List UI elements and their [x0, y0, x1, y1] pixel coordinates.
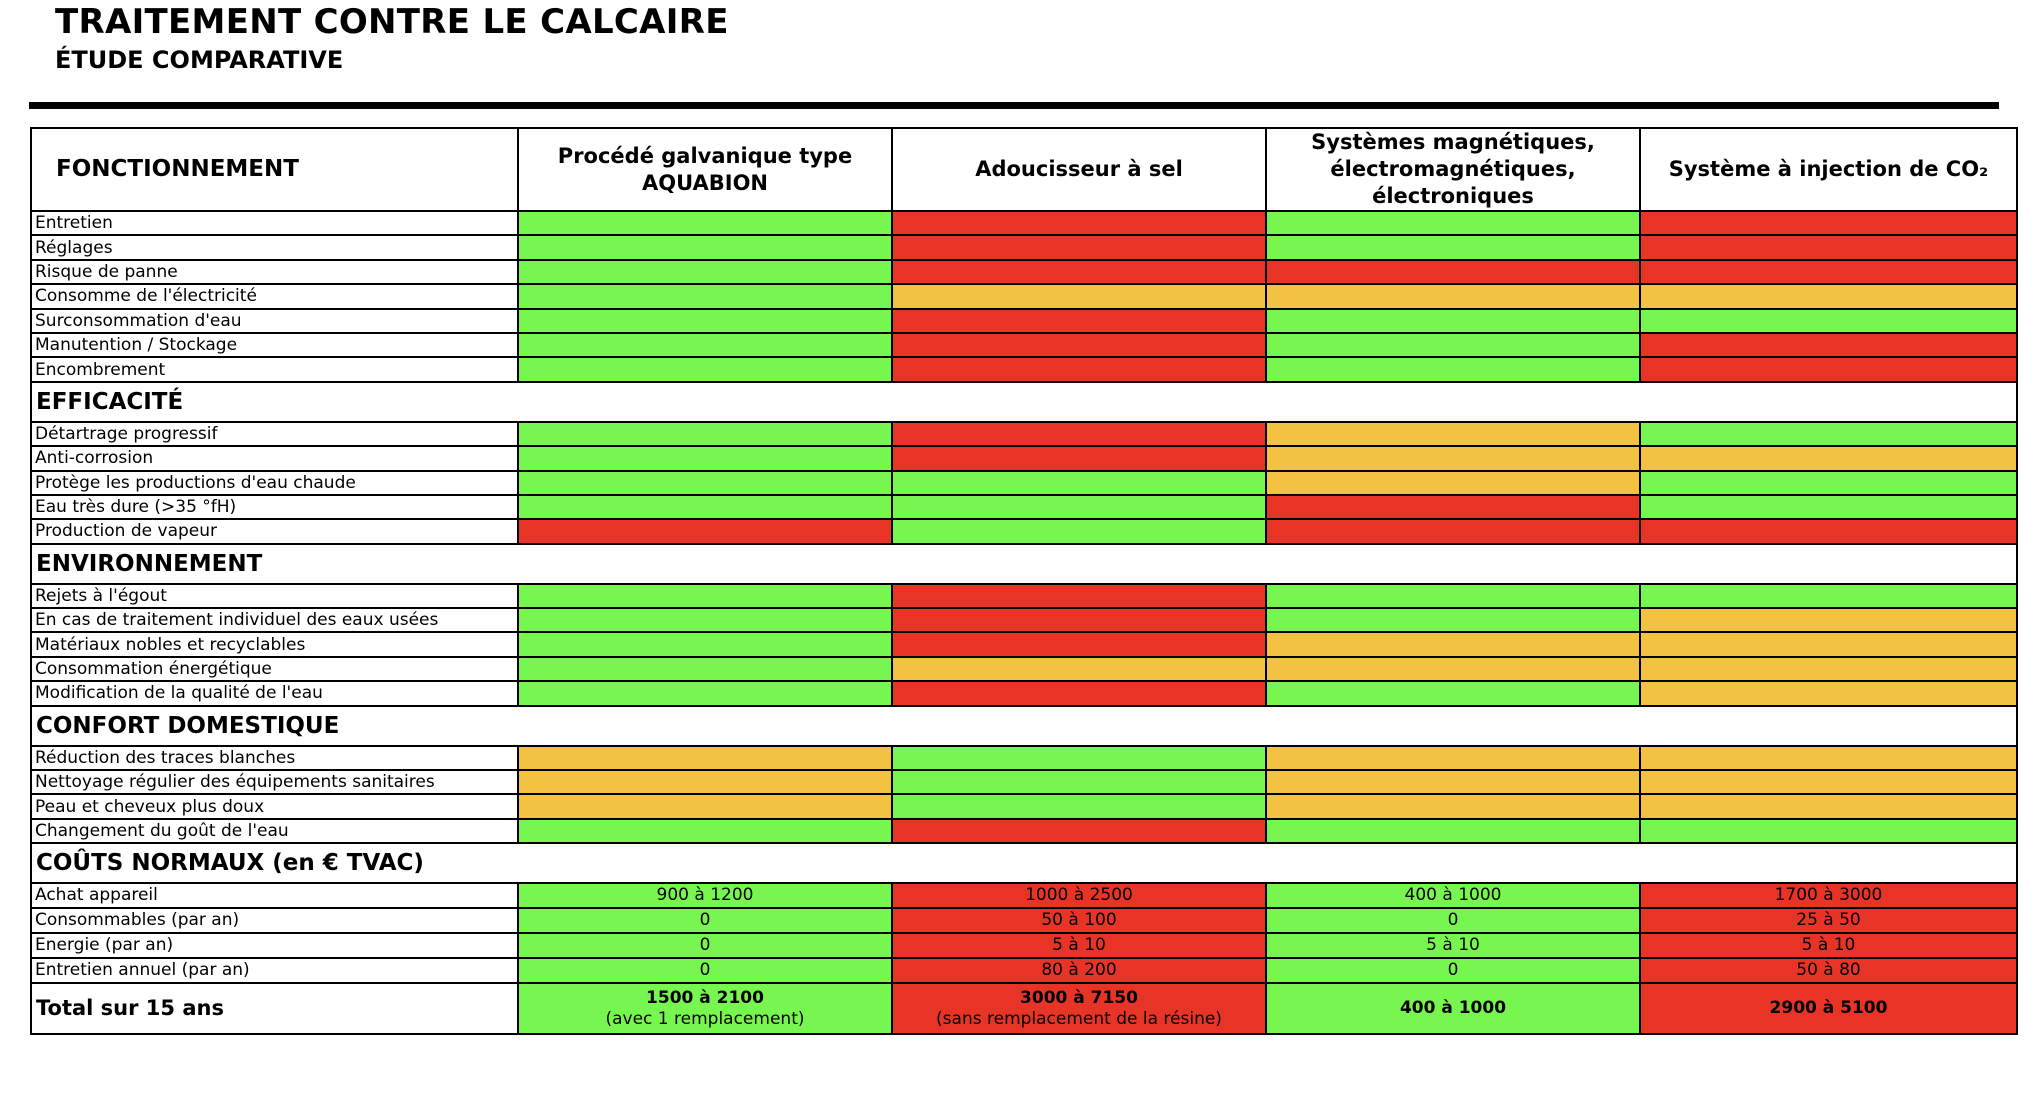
rating-cell-red: [1266, 260, 1640, 284]
rating-cell-orange: [1266, 746, 1640, 770]
rating-cell-green: [518, 357, 892, 381]
comparison-table: [30, 127, 2018, 1035]
rating-cell-green: [1266, 211, 1640, 235]
rating-cell-red: [1266, 495, 1640, 519]
table-row: [31, 746, 2017, 770]
rating-cell-orange: [1640, 446, 2017, 470]
rating-cell-green: [1266, 357, 1640, 381]
rating-cell-orange: [1640, 657, 2017, 681]
rating-cell-red: [1266, 519, 1640, 543]
page-title: TRAITEMENT CONTRE LE CALCAIRE: [55, 2, 729, 42]
couts-section-row: [31, 843, 2017, 883]
column-header-adoucisseur: Adoucisseur à sel: [892, 128, 1266, 211]
cost-cell: 50 à 100: [892, 908, 1266, 933]
rating-cell-green: [518, 446, 892, 470]
table-row: [31, 519, 2017, 543]
row-label: Changement du goût de l'eau: [31, 819, 518, 843]
table-row: [31, 446, 2017, 470]
rating-cell-orange: [1640, 770, 2017, 794]
rating-cell-orange: [518, 770, 892, 794]
environnement-section-row: [31, 544, 2017, 584]
rating-cell-green: [518, 657, 892, 681]
cost-cell: 0: [518, 908, 892, 933]
rating-cell-green: [1266, 309, 1640, 333]
rating-cell-red: [892, 819, 1266, 843]
rating-cell-red: [892, 211, 1266, 235]
table-row: [31, 333, 2017, 357]
table-row: [31, 471, 2017, 495]
table-row: [31, 235, 2017, 259]
rating-cell-red: [892, 333, 1266, 357]
cost-cell: 80 à 200: [892, 958, 1266, 983]
cost-cell: 25 à 50: [1640, 908, 2017, 933]
rating-cell-orange: [1266, 284, 1640, 308]
rating-cell-orange: [518, 746, 892, 770]
row-label: Peau et cheveux plus doux: [31, 794, 518, 818]
row-label: Consomme de l'électricité: [31, 284, 518, 308]
cost-row: [31, 883, 2017, 908]
rating-cell-green: [892, 471, 1266, 495]
rating-cell-green: [518, 260, 892, 284]
rating-cell-green: [518, 608, 892, 632]
rating-cell-red: [892, 309, 1266, 333]
confort-section-title: CONFORT DOMESTIQUE: [31, 706, 2017, 746]
efficacite-section-row: [31, 382, 2017, 422]
row-label: Eau très dure (>35 °fH): [31, 495, 518, 519]
table-row: [31, 422, 2017, 446]
rating-cell-green: [1640, 471, 2017, 495]
total-note: (sans remplacement de la résine): [936, 1008, 1222, 1029]
rating-cell-orange: [1266, 471, 1640, 495]
rating-cell-red: [892, 608, 1266, 632]
row-label: Entretien: [31, 211, 518, 235]
row-label: Anti-corrosion: [31, 446, 518, 470]
rating-cell-green: [518, 422, 892, 446]
rating-cell-green: [892, 746, 1266, 770]
rating-cell-orange: [1266, 794, 1640, 818]
table-row: [31, 584, 2017, 608]
rating-cell-red: [892, 632, 1266, 656]
rating-cell-red: [1640, 519, 2017, 543]
table-row: [31, 608, 2017, 632]
row-label: Réglages: [31, 235, 518, 259]
total-value: 2900 à 5100: [1769, 998, 1888, 1019]
total-value: 1500 à 2100: [646, 987, 764, 1008]
row-label: Matériaux nobles et recyclables: [31, 632, 518, 656]
rating-cell-green: [518, 211, 892, 235]
rating-cell-green: [518, 819, 892, 843]
rating-cell-orange: [1640, 681, 2017, 705]
rating-cell-red: [892, 357, 1266, 381]
rating-cell-orange: [518, 794, 892, 818]
row-label: Entretien annuel (par an): [31, 958, 518, 983]
total-note: (avec 1 remplacement): [605, 1008, 805, 1029]
table-row: [31, 794, 2017, 818]
rating-cell-orange: [1266, 770, 1640, 794]
rating-cell-orange: [1266, 657, 1640, 681]
rating-cell-green: [518, 333, 892, 357]
rating-cell-green: [518, 309, 892, 333]
row-label: En cas de traitement individuel des eaux usées: [31, 608, 518, 632]
rating-cell-red: [1640, 333, 2017, 357]
table-row: [31, 819, 2017, 843]
rating-cell-green: [518, 584, 892, 608]
row-label: Energie (par an): [31, 933, 518, 958]
rating-cell-orange: [1266, 446, 1640, 470]
table-header-row: [31, 128, 2017, 211]
environnement-section-title: ENVIRONNEMENT: [31, 544, 2017, 584]
row-label: Encombrement: [31, 357, 518, 381]
rating-cell-green: [1640, 495, 2017, 519]
efficacite-section-title: EFFICACITÉ: [31, 382, 2017, 422]
confort-section-row: [31, 706, 2017, 746]
table-row: [31, 681, 2017, 705]
rating-cell-green: [1266, 584, 1640, 608]
couts-section-title: COÛTS NORMAUX (en € TVAC): [31, 843, 2017, 883]
cost-row: [31, 958, 2017, 983]
cost-cell: 900 à 1200: [518, 883, 892, 908]
rating-cell-green: [892, 519, 1266, 543]
cost-cell: 0: [1266, 958, 1640, 983]
cost-cell: 5 à 10: [1640, 933, 2017, 958]
cost-row: [31, 933, 2017, 958]
total-row: [31, 983, 2017, 1034]
cost-cell: 5 à 10: [892, 933, 1266, 958]
cost-cell: 0: [1266, 908, 1640, 933]
rating-cell-green: [1640, 422, 2017, 446]
total-value: 400 à 1000: [1399, 998, 1507, 1019]
rating-cell-green: [1640, 819, 2017, 843]
column-header-fonctionnement: FONCTIONNEMENT: [31, 128, 518, 211]
column-header-aquabion: Procédé galvanique type AQUABION: [518, 128, 892, 211]
rating-cell-red: [1640, 357, 2017, 381]
rating-cell-orange: [1640, 746, 2017, 770]
rating-cell-red: [892, 235, 1266, 259]
rating-cell-orange: [892, 284, 1266, 308]
rating-cell-green: [518, 632, 892, 656]
cost-cell: 0: [518, 958, 892, 983]
row-label: Manutention / Stockage: [31, 333, 518, 357]
cost-cell: 1000 à 2500: [892, 883, 1266, 908]
cost-row: [31, 908, 2017, 933]
rating-cell-green: [892, 770, 1266, 794]
rating-cell-orange: [1266, 632, 1640, 656]
cost-cell: 5 à 10: [1266, 933, 1640, 958]
row-label: Consommables (par an): [31, 908, 518, 933]
rating-cell-green: [1640, 309, 2017, 333]
rating-cell-orange: [1640, 794, 2017, 818]
cost-cell: 50 à 80: [1640, 958, 2017, 983]
rating-cell-green: [1266, 681, 1640, 705]
rating-cell-red: [892, 681, 1266, 705]
rating-cell-green: [1266, 608, 1640, 632]
total-cell: [1640, 983, 2017, 1034]
page-subtitle: ÉTUDE COMPARATIVE: [55, 46, 344, 74]
cost-cell: 0: [518, 933, 892, 958]
rating-cell-red: [892, 446, 1266, 470]
header-divider: [29, 102, 1999, 109]
rating-cell-orange: [1266, 422, 1640, 446]
table-row: [31, 632, 2017, 656]
row-label: Modification de la qualité de l'eau: [31, 681, 518, 705]
table-row: [31, 309, 2017, 333]
rating-cell-red: [892, 584, 1266, 608]
rating-cell-green: [518, 495, 892, 519]
row-label: Protège les productions d'eau chaude: [31, 471, 518, 495]
rating-cell-green: [1266, 235, 1640, 259]
total-label: Total sur 15 ans: [31, 983, 518, 1034]
table-row: [31, 284, 2017, 308]
row-label: Risque de panne: [31, 260, 518, 284]
row-label: Surconsommation d'eau: [31, 309, 518, 333]
cost-cell: 1700 à 3000: [1640, 883, 2017, 908]
rating-cell-red: [518, 519, 892, 543]
rating-cell-green: [1266, 333, 1640, 357]
column-header-co2: Système à injection de CO₂: [1640, 128, 2017, 211]
table-row: [31, 770, 2017, 794]
rating-cell-orange: [1640, 632, 2017, 656]
total-cell: [892, 983, 1266, 1034]
rating-cell-red: [892, 422, 1266, 446]
rating-cell-green: [1640, 584, 2017, 608]
rating-cell-red: [1640, 211, 2017, 235]
table-row: [31, 260, 2017, 284]
table-row: [31, 657, 2017, 681]
table-row: [31, 211, 2017, 235]
rating-cell-green: [892, 794, 1266, 818]
rating-cell-orange: [892, 657, 1266, 681]
rating-cell-green: [518, 235, 892, 259]
row-label: Consommation énergétique: [31, 657, 518, 681]
rating-cell-orange: [1640, 284, 2017, 308]
rating-cell-red: [892, 260, 1266, 284]
total-cell: [1266, 983, 1640, 1034]
rating-cell-orange: [1640, 608, 2017, 632]
row-label: Détartrage progressif: [31, 422, 518, 446]
table-row: [31, 357, 2017, 381]
rating-cell-green: [892, 495, 1266, 519]
row-label: Rejets à l'égout: [31, 584, 518, 608]
rating-cell-green: [1266, 819, 1640, 843]
cost-cell: 400 à 1000: [1266, 883, 1640, 908]
table-row: [31, 495, 2017, 519]
rating-cell-green: [518, 681, 892, 705]
row-label: Nettoyage régulier des équipements sanitaires: [31, 770, 518, 794]
total-cell: [518, 983, 892, 1034]
column-header-magnetiques: Systèmes magnétiques, électromagnétiques, électroniques: [1266, 128, 1640, 211]
rating-cell-green: [518, 471, 892, 495]
row-label: Réduction des traces blanches: [31, 746, 518, 770]
row-label: Achat appareil: [31, 883, 518, 908]
rating-cell-green: [518, 284, 892, 308]
rating-cell-red: [1640, 260, 2017, 284]
total-value: 3000 à 7150: [1020, 987, 1138, 1008]
rating-cell-red: [1640, 235, 2017, 259]
row-label: Production de vapeur: [31, 519, 518, 543]
